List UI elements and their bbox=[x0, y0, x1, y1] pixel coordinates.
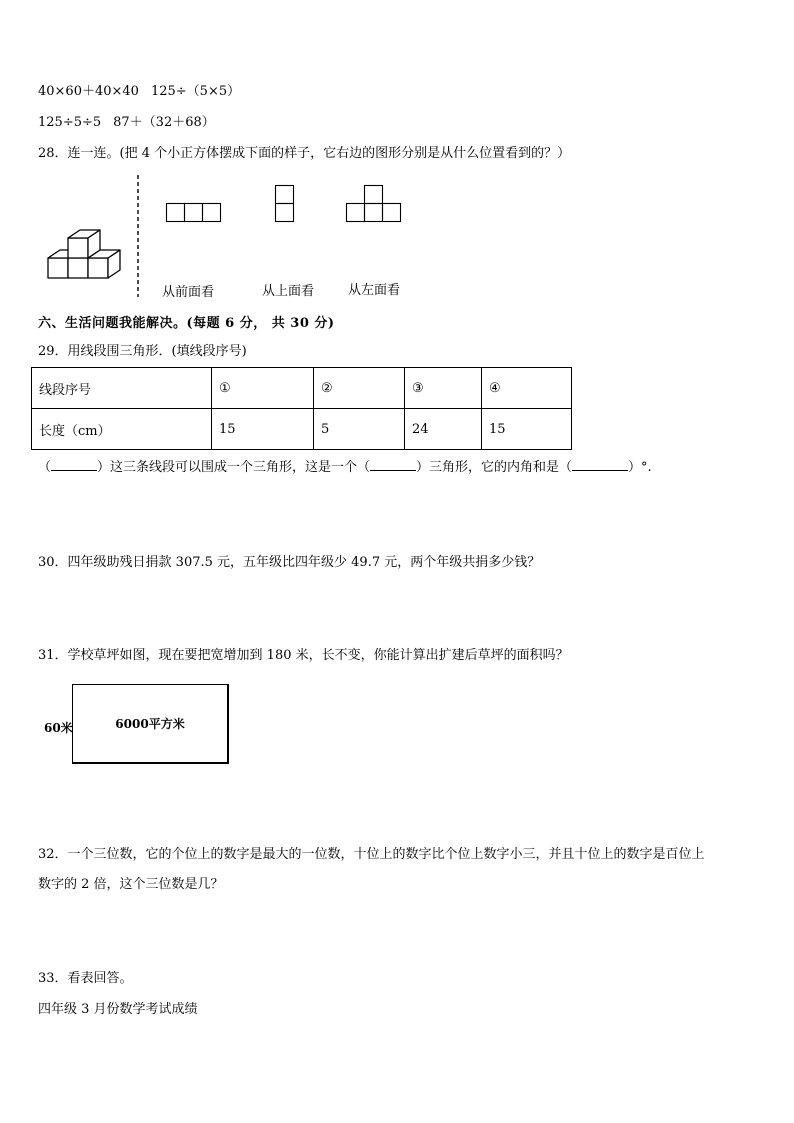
calc-expr: 125÷5÷5 bbox=[38, 115, 102, 130]
question-29-fill-line bbox=[38, 460, 652, 476]
question-32-line-1: 32．一个三位数，它的个位上的数字是最大的一位数，十位上的数字比个位上数字小三，并且十位上的数字是百位上 bbox=[38, 847, 705, 862]
question-33-text: 33．看表回答。 bbox=[38, 971, 133, 986]
table-cell: ② bbox=[314, 368, 405, 409]
calc-line-1 bbox=[38, 84, 240, 100]
front-view-figure bbox=[166, 203, 222, 223]
table-cell: 5 bbox=[314, 409, 405, 450]
view-label-top: 从上面看 bbox=[262, 284, 315, 299]
fill-text: ）这三条线段可以围成一个三角形，这是一个（ bbox=[97, 460, 371, 475]
answer-blank[interactable] bbox=[370, 460, 416, 471]
fill-text: （ bbox=[38, 460, 52, 475]
table-cell: 15 bbox=[212, 409, 314, 450]
calc-expr: 87＋（32＋68） bbox=[113, 115, 215, 130]
section-6-title: 六、生活问题我能解决。(每题 6 分， 共 30 分) bbox=[38, 316, 335, 331]
top-view-figure bbox=[275, 185, 295, 223]
table-cell: ① bbox=[212, 368, 314, 409]
calc-expr: 40×60＋40×40 bbox=[38, 84, 139, 99]
answer-blank[interactable] bbox=[572, 460, 628, 471]
view-label-front: 从前面看 bbox=[162, 285, 215, 300]
table-header-cell: 线段序号 bbox=[32, 368, 212, 409]
table-row bbox=[32, 368, 572, 409]
question-28-text: 28．连一连。(把 4 个小正方体摆成下面的样子，它右边的图形分别是从什么位置看到的？） bbox=[38, 146, 571, 161]
question-32-line-2: 数字的 2 倍，这个三位数是几？ bbox=[38, 877, 224, 892]
table-cell: ④ bbox=[482, 368, 572, 409]
answer-blank[interactable] bbox=[51, 460, 97, 471]
table-header-cell: 长度（cm） bbox=[32, 409, 212, 450]
fill-text: ）三角形，它的内角和是（ bbox=[416, 460, 573, 475]
question-33-subtitle: 四年级 3 月份数学考试成绩 bbox=[38, 1002, 198, 1017]
dashed-divider bbox=[136, 175, 140, 297]
question-29-text: 29．用线段围三角形．(填线段序号) bbox=[38, 344, 247, 359]
question-30-text: 30．四年级助残日捐款 307.5 元，五年级比四年级少 49.7 元，两个年级共捐多少钱？ bbox=[38, 555, 541, 570]
lawn-width-label: 60米 bbox=[44, 721, 73, 735]
table-row bbox=[32, 409, 572, 450]
table-cell: 24 bbox=[405, 409, 482, 450]
lawn-rectangle bbox=[72, 684, 229, 764]
segment-table bbox=[31, 367, 572, 450]
view-label-left: 从左面看 bbox=[348, 283, 401, 298]
table-cell: 15 bbox=[482, 409, 572, 450]
left-view-figure bbox=[346, 185, 402, 223]
cube-stack-figure bbox=[44, 220, 126, 282]
lawn-area-label: 6000平方米 bbox=[115, 717, 185, 731]
question-31-text: 31．学校草坪如图，现在要把宽增加到 180 米，长不变，你能计算出扩建后草坪的面积吗？ bbox=[38, 648, 569, 663]
calc-expr: 125÷（5×5） bbox=[150, 84, 241, 99]
fill-text: ）°. bbox=[628, 460, 652, 475]
table-cell: ③ bbox=[405, 368, 482, 409]
calc-line-2 bbox=[38, 115, 215, 131]
